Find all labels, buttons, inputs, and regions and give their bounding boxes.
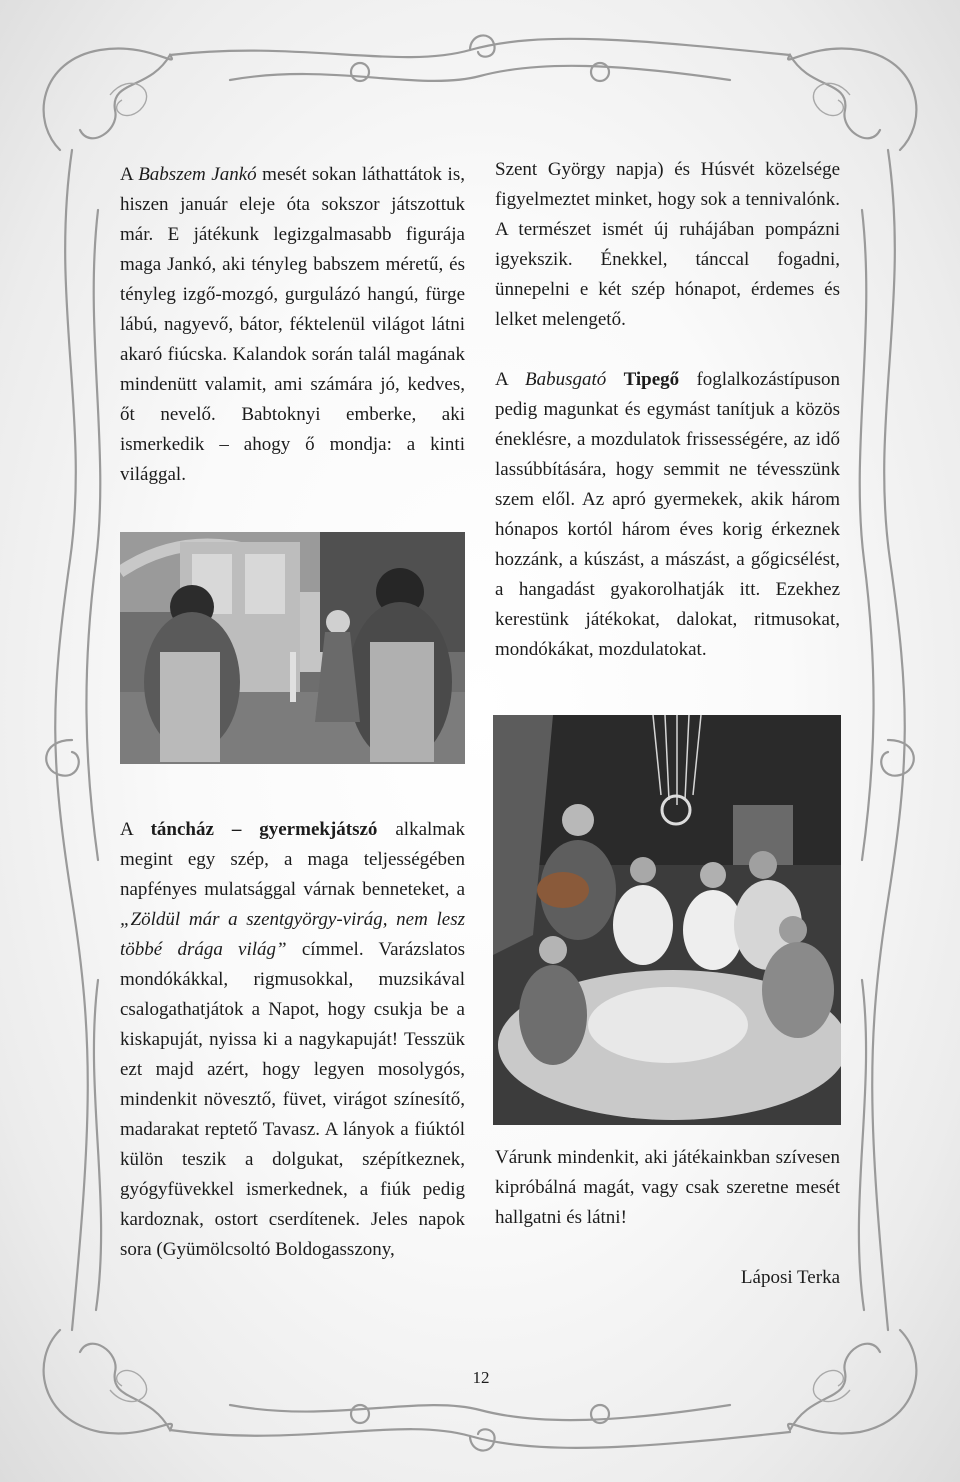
page-number: 12 (472, 1368, 490, 1387)
title-babszem-janko: Babszem Jankó (138, 164, 257, 185)
right-column-text-bottom (495, 1143, 840, 1293)
left-column-text-bottom (120, 815, 465, 1265)
right-column-text-top (495, 155, 840, 665)
signature-author: Láposi Terka (740, 1267, 840, 1288)
music-group-image (493, 715, 841, 1125)
puppet-scene-image (120, 532, 465, 764)
title-tipego: Tipegő (623, 369, 680, 390)
paragraph-tanchaz: A táncház – gyermekjátszó alkalmak megint egy szép, a maga teljességében napfényes mulatsággal várnak benneteket, a „Zöldül már a szentgyörgy-virág, nem lesz többé drága világ” címmel. Varázslatos mondókákkal, rigmusokkal, muzsikával csalogathatjátok a Napot, hogy csukja be a kiskapuját, nyissa ki a nagykapuját! Tesszük ezt majd azért, hogy legyen mosolygós, mindenkit növesztő, füvet, virágot színesítő, madarakat reptető Tavasz. A lányok a fiúktól külön teszik a dolgukat, szépítkeznek, gyógyfüvekkel ismerkednek, a fiúk pedig kardoznak, ostort cserdítenek. Jeles napok sora (Gyümölcsoltó Boldogasszony, (120, 819, 465, 1260)
paragraph-babusgato-tipego: A Babusgató Tipegő foglalkozástípuson pedig magunkat és egymást tanítjuk a közös éneklésre, a mozdulatok frissességére, az idő lassúbbítására, hogy semmit ne tévesszünk szem elől. Az apró gyermekek, akik három hónapos kortól három éves korig érkeznek hozzánk, a kúszást, a mászást, a gőgicsélést, a hangadást gyakorolhatják itt. Ezekhez kerestünk játékokat, dalokat, ritmusokat, mondókákat, mozdulatokat. (495, 369, 840, 660)
left-column-text-top (120, 160, 465, 490)
paragraph-invitation: Várunk mindenkit, aki játékainkban szívesen kipróbálná magát, vagy csak szeretne mesét hallgatni és látni! (495, 1147, 840, 1228)
song-title: „Zöldül már a szentgyörgy-virág, nem lesz többé drága világ” (120, 909, 465, 960)
photo-music-group (493, 715, 841, 1125)
photo-puppet-play (120, 532, 465, 764)
title-babusgato: Babusgató (524, 369, 607, 390)
paragraph-babszem-janko: A Babszem Jankó mesét sokan láthattátok is, hiszen január eleje óta sokszor játszottuk már. E játékunk legizgalmasabb figurája maga Jankó, aki tényleg babszem méretű, és tényleg izgő-mozgó, gurgulázó hangú, fürge lábú, nagyevő, bátor, féktelenül világot látni akaró fiúcska. Kalandok során talál magának mindenütt valamit, ami számára jó, kedves, őt nevelő. Babtoknyi emberke, aki ismerkedik – ahogy ő mondja: a kinti világgal. (120, 164, 465, 485)
paragraph-szent-gyorgy: Szent György napja) és Húsvét közelsége figyelmeztet minket, hogy sok a tennivalónk. A természet ismét új ruhájában pompázni igyekszik. Énekkel, tánccal fogadni, ünnepelni e két szép hónapot, érdemes és lelket melengető. (495, 159, 840, 330)
event-tanchaz-gyermekjatszo: táncház – gyermekjátszó (150, 819, 378, 840)
